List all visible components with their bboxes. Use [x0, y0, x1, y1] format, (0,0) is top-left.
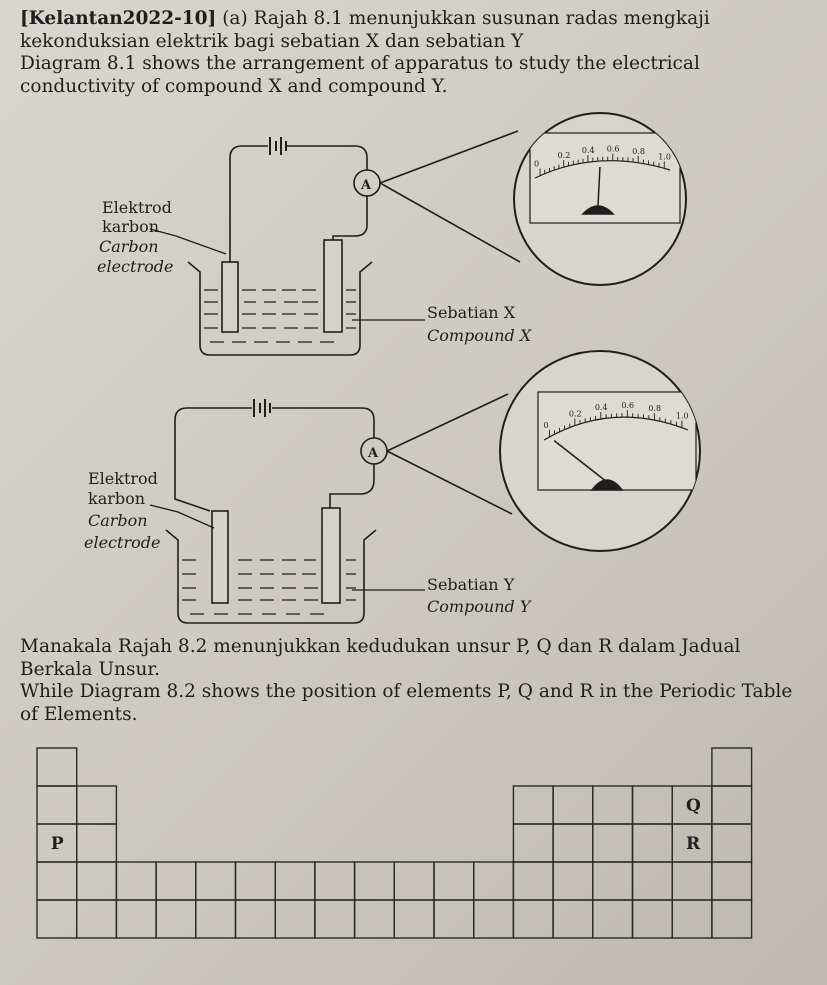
- compound-y-label-en: Compound Y: [427, 597, 531, 616]
- question-source: [Kelantan2022-10]: [20, 8, 217, 29]
- periodic-table-cell: [196, 900, 236, 938]
- periodic-table-cell: [593, 900, 633, 938]
- periodic-table-cell: [712, 748, 752, 786]
- periodic-table-cell: [116, 862, 156, 900]
- meter-scale-label: 1.0: [675, 411, 689, 421]
- electrode-label-ms-1: Elektrod: [88, 469, 158, 488]
- meter-scale-label: 0.2: [557, 151, 571, 161]
- periodic-table-cell: [315, 900, 355, 938]
- meter-scale-label: 0.4: [581, 146, 595, 156]
- periodic-table-cell: [77, 862, 117, 900]
- compound-x-label-en: Compound X: [427, 326, 532, 345]
- periodic-table-cell: [394, 862, 434, 900]
- electrode-label-en-2: electrode: [84, 533, 161, 552]
- periodic-table-cell: [553, 786, 593, 824]
- periodic-table-cell: [513, 862, 553, 900]
- question-part: (a): [222, 8, 248, 29]
- meter-scale-label: 0.6: [621, 401, 635, 411]
- english-second: While Diagram 8.2 shows the position of elements P, Q and R in the Periodic Table of Elements.: [20, 681, 793, 725]
- electrode-label-ms-2: karbon: [88, 489, 146, 508]
- periodic-table-cell: [474, 900, 514, 938]
- meter-scale-label: 0: [534, 159, 540, 169]
- periodic-table-cell: [712, 900, 752, 938]
- periodic-table-cell: [355, 900, 395, 938]
- periodic-table-cell: [672, 862, 712, 900]
- element-p: P: [50, 834, 64, 854]
- malay-second: Manakala Rajah 8.2 menunjukkan kedudukan unsur P, Q dan R dalam Jadual Berkala Unsur.: [20, 636, 741, 680]
- periodic-table-cell: [315, 862, 355, 900]
- periodic-table-cell: [672, 900, 712, 938]
- periodic-table-cell: [156, 862, 196, 900]
- periodic-table-cell: [712, 824, 752, 862]
- periodic-table-cell: [633, 862, 673, 900]
- english-intro: Diagram 8.1 shows the arrangement of apparatus to study the electrical conductivity of compound X and compound Y.: [20, 53, 700, 97]
- electrode-label-ms-1: Elektrod: [102, 198, 172, 217]
- periodic-table-cell: [355, 862, 395, 900]
- electrode-label-ms-2: karbon: [102, 217, 160, 236]
- periodic-table-cell: [593, 862, 633, 900]
- electrode-label-en-2: electrode: [97, 257, 174, 276]
- periodic-table-cell: [513, 786, 553, 824]
- periodic-table-cell: [116, 900, 156, 938]
- periodic-table-cell: [37, 786, 77, 824]
- malay-intro: Rajah 8.1 menunjukkan susunan radas mengkaji kekonduksian elektrik bagi sebatian X dan sebatian Y: [20, 8, 710, 52]
- periodic-table-cell: [633, 786, 673, 824]
- periodic-table-cell: [633, 900, 673, 938]
- periodic-table-cell: [236, 862, 276, 900]
- element-q: Q: [686, 796, 701, 816]
- periodic-table-cell: [37, 862, 77, 900]
- periodic-table-cell: [37, 748, 77, 786]
- periodic-table-cell: [394, 900, 434, 938]
- periodic-table-cell: [712, 786, 752, 824]
- periodic-table-cell: [37, 900, 77, 938]
- periodic-table-cell: [553, 900, 593, 938]
- periodic-table-cell: [712, 862, 752, 900]
- meter-scale-label: 0.8: [648, 404, 662, 414]
- periodic-table-cell: [275, 862, 315, 900]
- meter-scale-label: 0.4: [594, 403, 608, 413]
- electrode-label-en-1: Carbon: [88, 511, 148, 530]
- periodic-table-cell: [156, 900, 196, 938]
- meter-scale-label: 0.6: [606, 144, 620, 154]
- periodic-table-cell: [77, 900, 117, 938]
- periodic-table-cell: [77, 824, 117, 862]
- compound-y-label-ms: Sebatian Y: [427, 575, 515, 594]
- periodic-table-cell: [513, 900, 553, 938]
- periodic-table-cell: [434, 862, 474, 900]
- electrode-label-en-1: Carbon: [99, 237, 159, 256]
- periodic-table-cell: [593, 786, 633, 824]
- element-r: R: [686, 834, 701, 854]
- periodic-table-cell: [474, 862, 514, 900]
- meter-scale-label: 0.2: [568, 409, 582, 419]
- periodic-table-cell: [275, 900, 315, 938]
- meter-scale-label: 1.0: [658, 152, 671, 162]
- meter-scale-label: 0: [543, 420, 549, 430]
- periodic-table-cell: [553, 824, 593, 862]
- ammeter-symbol: A: [361, 178, 372, 193]
- periodic-table-cell: [434, 900, 474, 938]
- periodic-table-cell: [633, 824, 673, 862]
- periodic-table-cell: [77, 786, 117, 824]
- periodic-table-cell: [513, 824, 553, 862]
- ammeter-symbol: A: [368, 446, 379, 461]
- periodic-table-cell: [236, 900, 276, 938]
- periodic-table-cell: [196, 862, 236, 900]
- periodic-table-cell: [593, 824, 633, 862]
- meter-scale-label: 0.8: [632, 146, 645, 156]
- periodic-table-cell: [553, 862, 593, 900]
- compound-x-label-ms: Sebatian X: [427, 303, 516, 322]
